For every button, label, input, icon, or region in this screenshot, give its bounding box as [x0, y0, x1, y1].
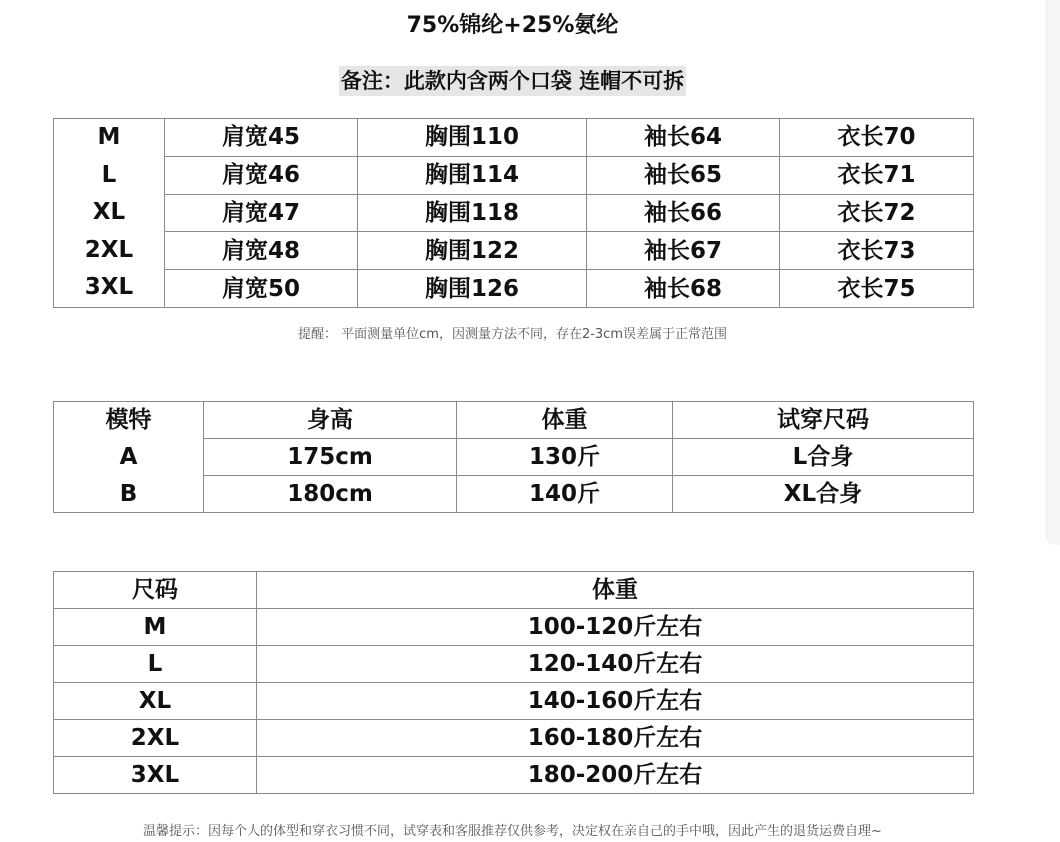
page-title: 75%锦纶+25%氨纶: [406, 13, 619, 38]
size-label: 3XL: [84, 274, 134, 301]
column-header: 身高: [204, 402, 457, 439]
shoulder-width-cell: 肩宽50: [165, 270, 358, 308]
fit-size-cell: L合身: [673, 439, 974, 476]
warm-tip: 温馨提示：因每个人的体型和穿衣习惯不同，试穿表和客服推荐仅供参考，决定权在亲自己的手中哦，因此产生的退货运费自理~: [143, 824, 882, 839]
height-cell: 180cm: [204, 476, 457, 513]
table-row: [54, 646, 974, 683]
weight-cell: 130斤: [457, 439, 673, 476]
shoulder-width-cell: 肩宽45: [165, 119, 358, 157]
table-row: [54, 757, 974, 794]
size-label: M: [97, 124, 121, 150]
table-row: [54, 439, 974, 476]
column-header: 体重: [457, 402, 673, 439]
column-header: 试穿尺码: [673, 402, 974, 439]
column-header: 模特: [54, 402, 204, 439]
table-row: [54, 232, 974, 270]
table-row: [54, 609, 974, 646]
weight-range-cell: 120-140斤左右: [257, 646, 974, 683]
size-label: 2XL: [84, 236, 134, 263]
size-cell: 2XL: [54, 720, 257, 757]
size-cell: M: [54, 609, 257, 646]
chest-cell: 胸围110: [358, 119, 587, 157]
measurement-reminder: 提醒： 平面测量单位cm，因测量方法不同，存在2-3cm误差属于正常范围: [298, 327, 727, 342]
sleeve-length-cell: 袖长67: [587, 232, 780, 270]
body-length-cell: 衣长75: [780, 270, 974, 308]
chest-cell: 胸围126: [358, 270, 587, 308]
body-length-cell: 衣长70: [780, 119, 974, 157]
shoulder-width-cell: 肩宽48: [165, 232, 358, 270]
shoulder-width-cell: 肩宽46: [165, 156, 358, 194]
size-label: XL: [92, 199, 126, 226]
table-row: [54, 156, 974, 194]
sleeve-length-cell: 袖长64: [587, 119, 780, 157]
weight-cell: 140斤: [457, 476, 673, 513]
height-cell: 175cm: [204, 439, 457, 476]
size-weight-table: [53, 571, 974, 794]
body-length-cell: 衣长72: [780, 194, 974, 232]
table-header-row: [54, 572, 974, 609]
weight-range-cell: 160-180斤左右: [257, 720, 974, 757]
note-container: [0, 66, 1025, 96]
sleeve-length-cell: 袖长68: [587, 270, 780, 308]
weight-range-cell: 100-120斤左右: [257, 609, 974, 646]
weight-range-cell: 180-200斤左右: [257, 757, 974, 794]
table-row: [54, 683, 974, 720]
table-row: [54, 194, 974, 232]
fit-size-cell: XL合身: [673, 476, 974, 513]
product-note: 备注：此款内含两个口袋 连帽不可拆: [339, 66, 686, 96]
column-header: 尺码: [54, 572, 257, 609]
size-cell: L: [54, 646, 257, 683]
sleeve-length-cell: 袖长65: [587, 156, 780, 194]
chest-cell: 胸围114: [358, 156, 587, 194]
table-row: [54, 720, 974, 757]
table-row: [54, 270, 974, 308]
size-measurement-table: [53, 118, 974, 308]
model-name-cell: B: [54, 476, 204, 513]
sleeve-length-cell: 袖长66: [587, 194, 780, 232]
scrollbar[interactable]: [1046, 0, 1060, 545]
body-length-cell: 衣长71: [780, 156, 974, 194]
column-header: 体重: [257, 572, 974, 609]
weight-range-cell: 140-160斤左右: [257, 683, 974, 720]
table-header-row: [54, 402, 974, 439]
chest-cell: 胸围118: [358, 194, 587, 232]
model-name-cell: A: [54, 439, 204, 476]
size-list-cell: [54, 119, 165, 308]
chest-cell: 胸围122: [358, 232, 587, 270]
body-length-cell: 衣长73: [780, 232, 974, 270]
model-fit-table: [53, 401, 974, 513]
table-row: [54, 476, 974, 513]
size-label: L: [101, 161, 117, 188]
shoulder-width-cell: 肩宽47: [165, 194, 358, 232]
table-row: [54, 119, 974, 157]
size-cell: XL: [54, 683, 257, 720]
size-cell: 3XL: [54, 757, 257, 794]
